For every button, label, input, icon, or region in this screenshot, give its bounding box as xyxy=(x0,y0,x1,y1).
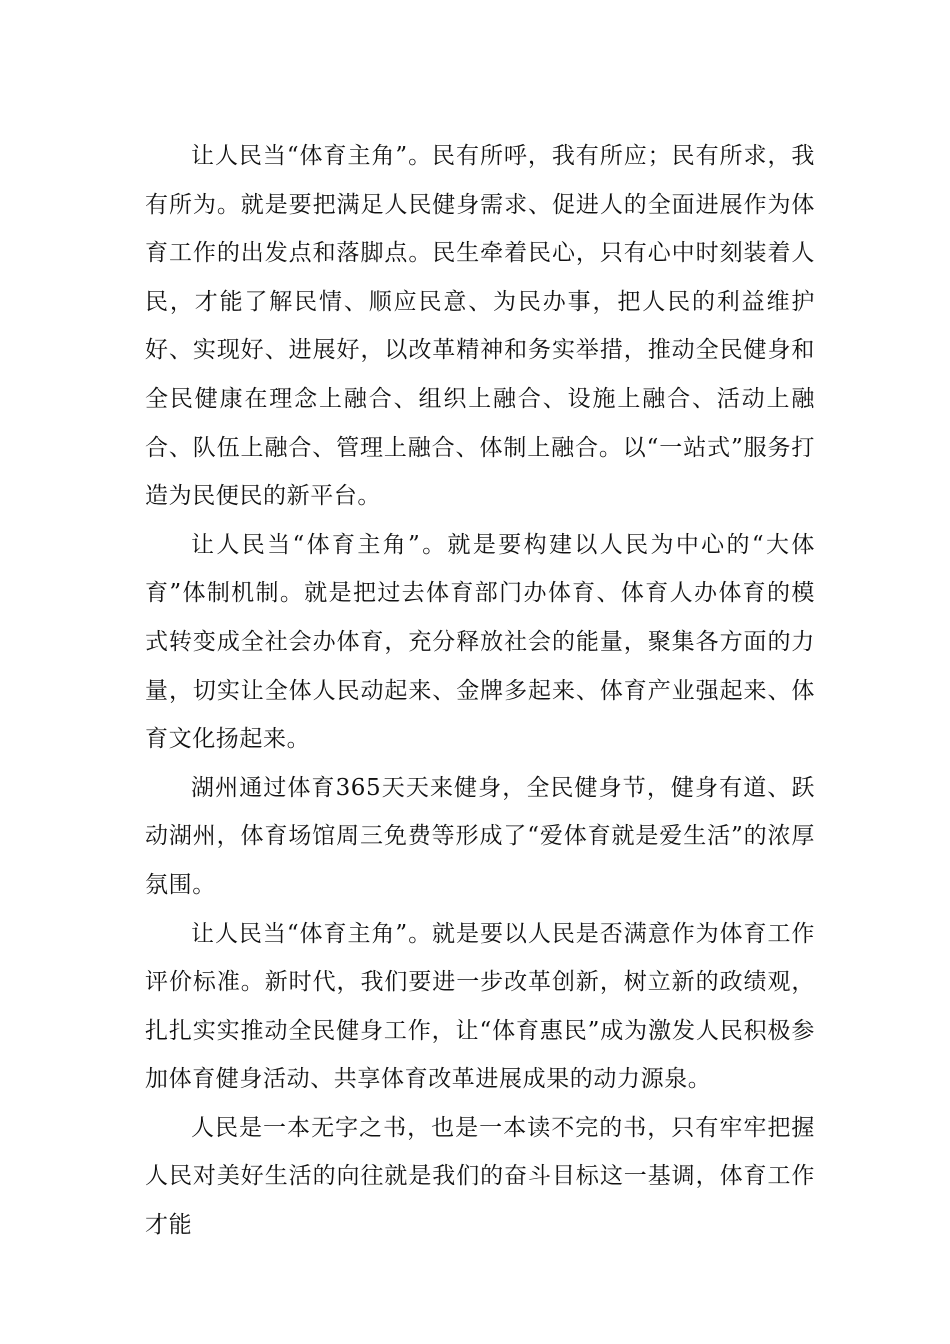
paragraph-3: 湖州通过体育365天天来健身，全民健身节，健身有道、跃动湖州，体育场馆周三免费等形成了“爱体育就是爱生活”的浓厚氛围。 xyxy=(145,774,815,898)
paragraph-5: 人民是一本无字之书，也是一本读不完的书，只有牢牢把握人民对美好生活的向往就是我们的奋斗目标这一基调，体育工作才能 xyxy=(145,1114,815,1239)
document-body xyxy=(145,132,815,1250)
paragraph-2: 让人民当“体育主角”。就是要构建以人民为中心的“大体育”体制机制。就是把过去体育部门办体育、体育人办体育的模式转变成全社会办体育，充分释放社会的能量，聚集各方面的力量，切实让全体人民动起来、金牌多起来、体育产业强起来、体育文化扬起来。 xyxy=(145,531,815,753)
paragraph-1: 让人民当“体育主角”。民有所呼，我有所应；民有所求，我有所为。就是要把满足人民健身需求、促进人的全面进展作为体育工作的出发点和落脚点。民生牵着民心，只有心中时刻装着人民，才能了解民情、顺应民意、为民办事，把人民的利益维护好、实现好、进展好，以改革精神和务实举措，推动全民健身和全民健康在理念上融合、组织上融合、设施上融合、活动上融合、队伍上融合、管理上融合、体制上融合。以“一站式”服务打造为民便民的新平台。 xyxy=(145,143,815,510)
paragraph-4: 让人民当“体育主角”。就是要以人民是否满意作为体育工作评价标准。新时代，我们要进一步改革创新，树立新的政绩观，扎扎实实推动全民健身工作，让“体育惠民”成为激发人民积极参加体育健身活动、共享体育改革进展成果的动力源泉。 xyxy=(145,920,815,1093)
